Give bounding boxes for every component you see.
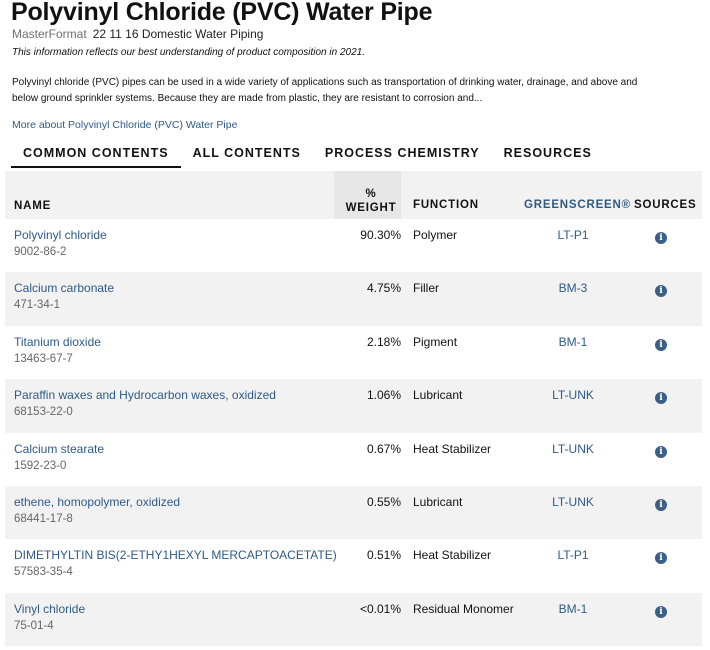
chemical-name-link[interactable]: DIMETHYLTIN BIS(2-ETHY1HEXYL MERCAPTOACETATE) [14,548,337,563]
content-tabs [11,140,604,168]
info-icon[interactable]: i [655,232,667,244]
percent-weight: 0.67% [366,441,401,456]
chemical-name-link[interactable]: ethene, homopolymer, oxidized [14,494,181,509]
info-icon[interactable]: i [655,339,667,351]
tab-resources[interactable]: RESOURCES [503,146,592,160]
header-function[interactable]: FUNCTION [413,199,479,211]
table-row [5,433,702,486]
function-text: Lubricant [413,494,463,509]
table-row [5,326,702,379]
info-icon[interactable]: i [655,606,667,618]
greenscreen-score-link[interactable]: BM-1 [558,334,588,349]
table-row [5,219,702,272]
masterformat-value: 22 11 16 Domestic Water Piping [92,27,264,41]
function-text: Residual Monomer [413,601,514,616]
info-icon[interactable]: i [655,285,667,297]
percent-weight: 4.75% [366,281,401,296]
greenscreen-score-link[interactable]: LT-UNK [552,388,594,403]
page-title: Polyvinyl Chloride (PVC) Water Pipe [11,0,433,26]
greenscreen-score-link[interactable]: BM-3 [558,281,588,296]
chemical-name-link[interactable]: Polyvinyl chloride [14,228,107,242]
percent-weight: <0.01% [359,601,401,616]
greenscreen-score-link[interactable]: LT-UNK [552,494,594,509]
header-weight-label: WEIGHT [345,202,397,214]
chemical-name-link[interactable]: Paraffin waxes and Hydrocarbon waxes, oxidized [14,388,276,403]
info-icon[interactable]: i [655,499,667,511]
chemical-name-link[interactable]: Vinyl chloride [14,601,86,616]
cas-number: 9002-86-2 [14,246,67,258]
masterformat-line [12,27,263,41]
header-weight-symbol: % [365,188,377,200]
function-text: Heat Stabilizer [413,548,492,563]
cas-number: 1592-23-0 [14,459,67,472]
cas-number: 75-01-4 [14,619,54,632]
tab-common-contents[interactable]: COMMON CONTENTS [11,140,181,168]
greenscreen-score-link[interactable]: LT-P1 [557,548,589,563]
info-icon[interactable]: i [655,446,667,458]
chemical-name-link[interactable]: Calcium carbonate [14,281,115,296]
disclaimer-text: This information reflects our best understanding of product composition in 2021. [12,47,365,58]
percent-weight: 0.55% [366,494,401,509]
chemical-name-link[interactable]: Titanium dioxide [14,334,101,349]
percent-weight: 90.30% [360,228,401,242]
cas-number: 68441-17-8 [14,512,73,525]
more-about-link[interactable]: More about Polyvinyl Chloride (PVC) Water Pipe [12,119,238,131]
tab-process-chemistry[interactable]: PROCESS CHEMISTRY [324,146,480,160]
header-weight[interactable] [340,187,402,215]
contents-table [5,171,702,646]
cas-number: 13463-67-7 [14,352,73,365]
greenscreen-score-link[interactable]: LT-P1 [557,228,589,242]
percent-weight: 0.51% [366,548,401,563]
info-icon[interactable]: i [655,392,667,404]
masterformat-label: MasterFormat [12,27,87,41]
table-row [5,379,702,432]
function-text: Pigment [413,334,458,349]
greenscreen-score-link[interactable]: LT-UNK [552,441,594,456]
header-greenscreen[interactable]: GREENSCREEN® [524,199,631,211]
cas-number: 68153-22-0 [14,406,73,419]
function-text: Filler [413,281,439,296]
cas-number: 57583-35-4 [14,566,73,579]
info-icon[interactable]: i [655,552,667,564]
table-row [5,593,702,646]
function-text: Lubricant [413,388,463,403]
percent-weight: 1.06% [366,388,401,403]
table-row [5,272,702,325]
header-name[interactable]: NAME [14,200,52,212]
chemical-name-link[interactable]: Calcium stearate [14,441,105,456]
percent-weight: 2.18% [366,334,401,349]
tab-all-contents[interactable]: ALL CONTENTS [192,146,301,160]
table-row [5,539,702,592]
function-text: Heat Stabilizer [413,441,492,456]
header-sources: SOURCES [634,199,697,211]
product-description: Polyvinyl chloride (PVC) pipes can be used in a wide variety of applications such as transportation of drinking water, drainage, and above and below ground sprinkler systems. Because they are made from plastic, they are resistant to corrosion and... [12,77,638,104]
function-text: Polymer [413,228,458,242]
table-header [5,171,702,219]
greenscreen-score-link[interactable]: BM-1 [558,601,588,616]
table-row [5,486,702,539]
cas-number: 471-34-1 [14,299,61,312]
